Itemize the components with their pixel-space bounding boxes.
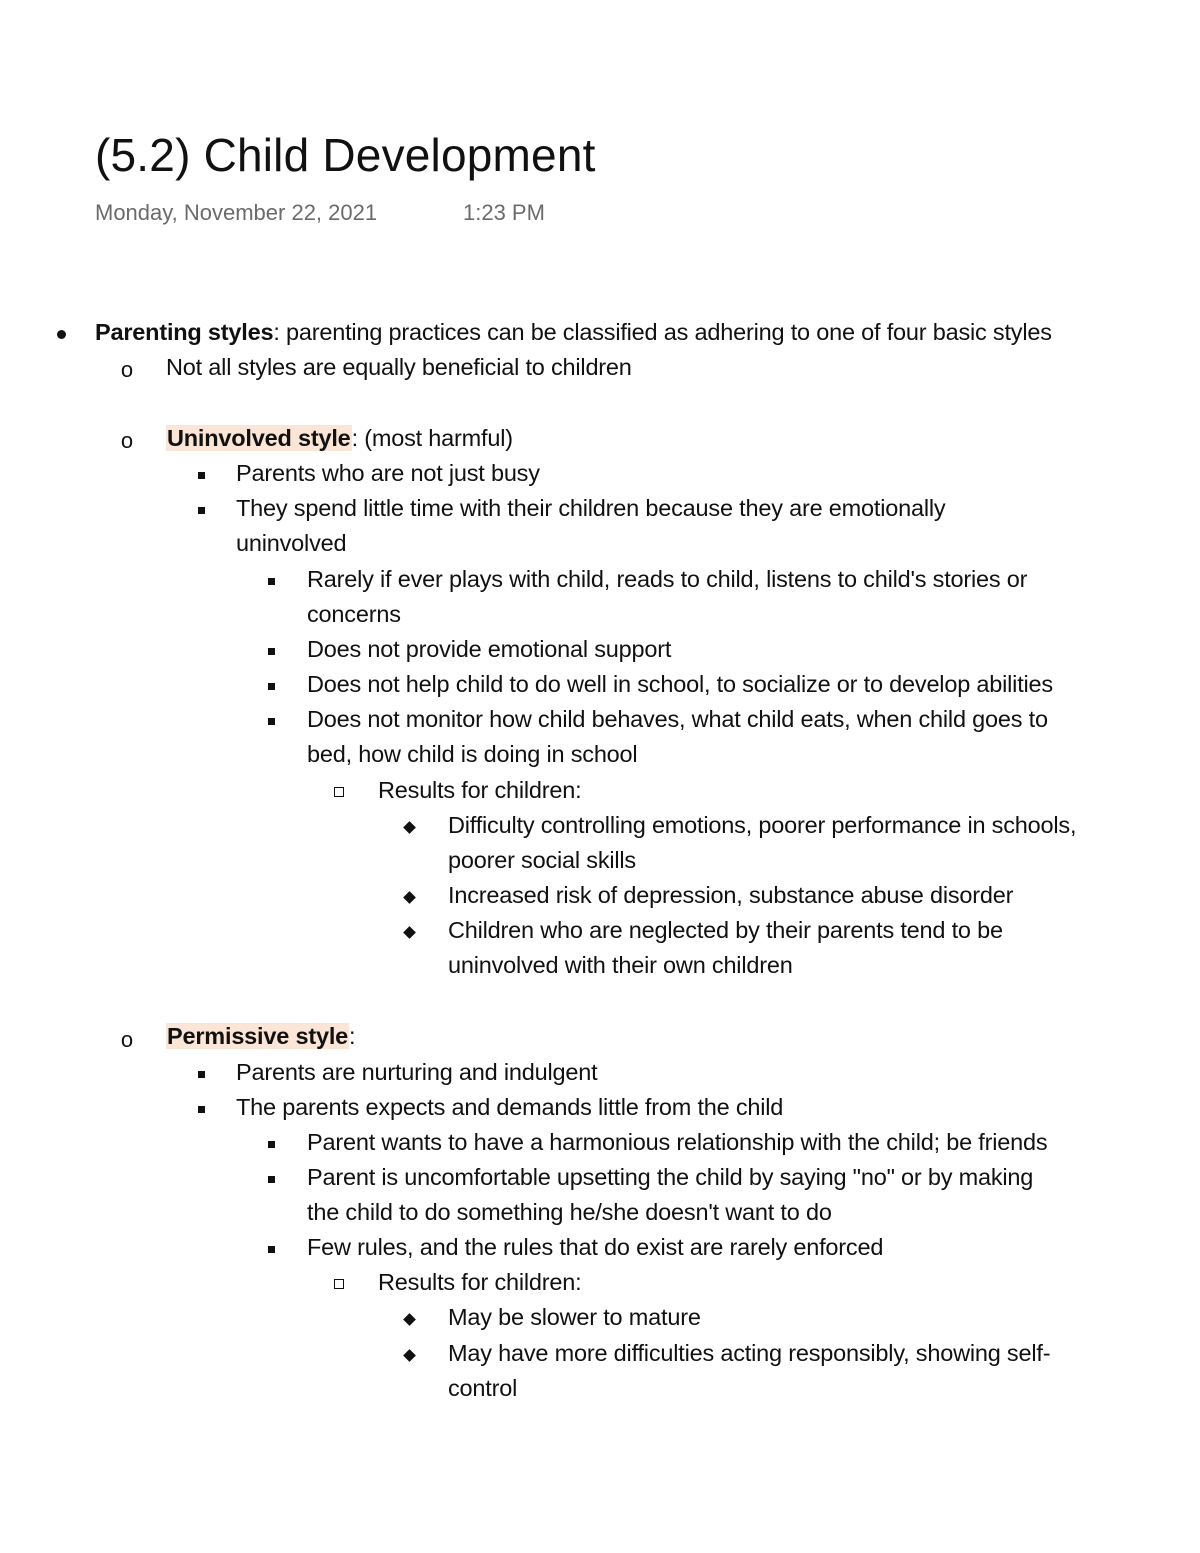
note-line[interactable]: Results for children: [378,1269,582,1295]
note-line[interactable]: Children who are neglected by their parents tend to be [448,917,1003,943]
bullet-square-icon [194,1090,208,1125]
note-line[interactable]: Does not monitor how child behaves, what child eats, when child goes to [307,706,1048,732]
note-line[interactable]: Parent is uncomfortable upsetting the child by saying "no" or by making [307,1164,1034,1190]
note-line[interactable]: May be slower to mature [448,1304,701,1330]
bullet-square-icon [264,1230,278,1265]
bullet-square-icon [194,491,208,526]
note-line-cont[interactable]: uninvolved [236,530,347,556]
page-title[interactable]: (5.2) Child Development [95,129,596,181]
note-line[interactable] [166,421,513,456]
bullet-square-icon [264,632,278,667]
note-line-cont[interactable]: concerns [307,601,401,627]
page-time: 1:23 PM [463,200,545,225]
bullet-square-icon [264,702,278,737]
bullet-circle-icon: o [120,428,134,453]
bullet-hollow-square-icon [331,773,347,808]
page-date: Monday, November 22, 2021 [95,200,378,225]
bullet-hollow-square-icon [331,1265,347,1300]
note-line-cont[interactable]: bed, how child is doing in school [307,741,638,767]
bullet-square-icon [264,562,278,597]
note-line-cont[interactable]: uninvolved with their own children [448,952,793,978]
note-line[interactable]: May have more difficulties acting responsibly, showing self- [448,1340,1051,1366]
note-text: : parenting practices can be classified as adhering to one of four basic styles [273,319,1052,345]
note-line[interactable]: Difficulty controlling emotions, poorer performance in schools, [448,812,1077,838]
note-line[interactable]: Not all styles are equally beneficial to children [166,354,632,380]
note-text: : (most harmful) [351,425,513,451]
bullet-square-icon [264,667,278,702]
note-line-cont[interactable]: poorer social skills [448,847,636,873]
bullet-diamond-icon [402,808,416,843]
highlight-uninvolved-style: Uninvolved style [167,425,351,451]
bullet-circle-icon: o [120,357,134,382]
bullet-dot-icon [54,315,68,350]
note-line[interactable]: Rarely if ever plays with child, reads to child, listens to child's stories or [307,566,1028,592]
note-line[interactable]: Parents who are not just busy [236,460,540,486]
note-line-cont[interactable]: the child to do something he/she doesn't want to do [307,1199,832,1225]
page-timestamp [95,200,545,226]
bullet-circle-icon: o [120,1027,134,1052]
bullet-diamond-icon [402,1336,416,1371]
highlight-permissive-style: Permissive style [167,1023,349,1049]
note-text: : [349,1023,356,1049]
bullet-diamond-icon [402,878,416,913]
note-line[interactable]: Few rules, and the rules that do exist are rarely enforced [307,1234,884,1260]
note-line[interactable]: Results for children: [378,777,582,803]
note-line[interactable] [95,315,1052,350]
note-line[interactable]: Increased risk of depression, substance abuse disorder [448,882,1014,908]
note-line[interactable]: They spend little time with their children because they are emotionally [236,495,946,521]
bullet-square-icon [264,1160,278,1195]
note-line[interactable]: Parent wants to have a harmonious relationship with the child; be friends [307,1129,1048,1155]
bullet-diamond-icon [402,913,416,948]
note-line-cont[interactable]: control [448,1375,518,1401]
bullet-square-icon [264,1125,278,1160]
note-line[interactable]: The parents expects and demands little from the child [236,1094,784,1120]
term-parenting-styles: Parenting styles [95,319,274,345]
bullet-square-icon [194,456,208,491]
bullet-diamond-icon [402,1300,416,1335]
note-line[interactable]: Parents are nurturing and indulgent [236,1059,598,1085]
bullet-square-icon [194,1055,208,1090]
note-line[interactable] [166,1019,355,1054]
note-line[interactable]: Does not help child to do well in school, to socialize or to develop abilities [307,671,1053,697]
note-line[interactable]: Does not provide emotional support [307,636,672,662]
